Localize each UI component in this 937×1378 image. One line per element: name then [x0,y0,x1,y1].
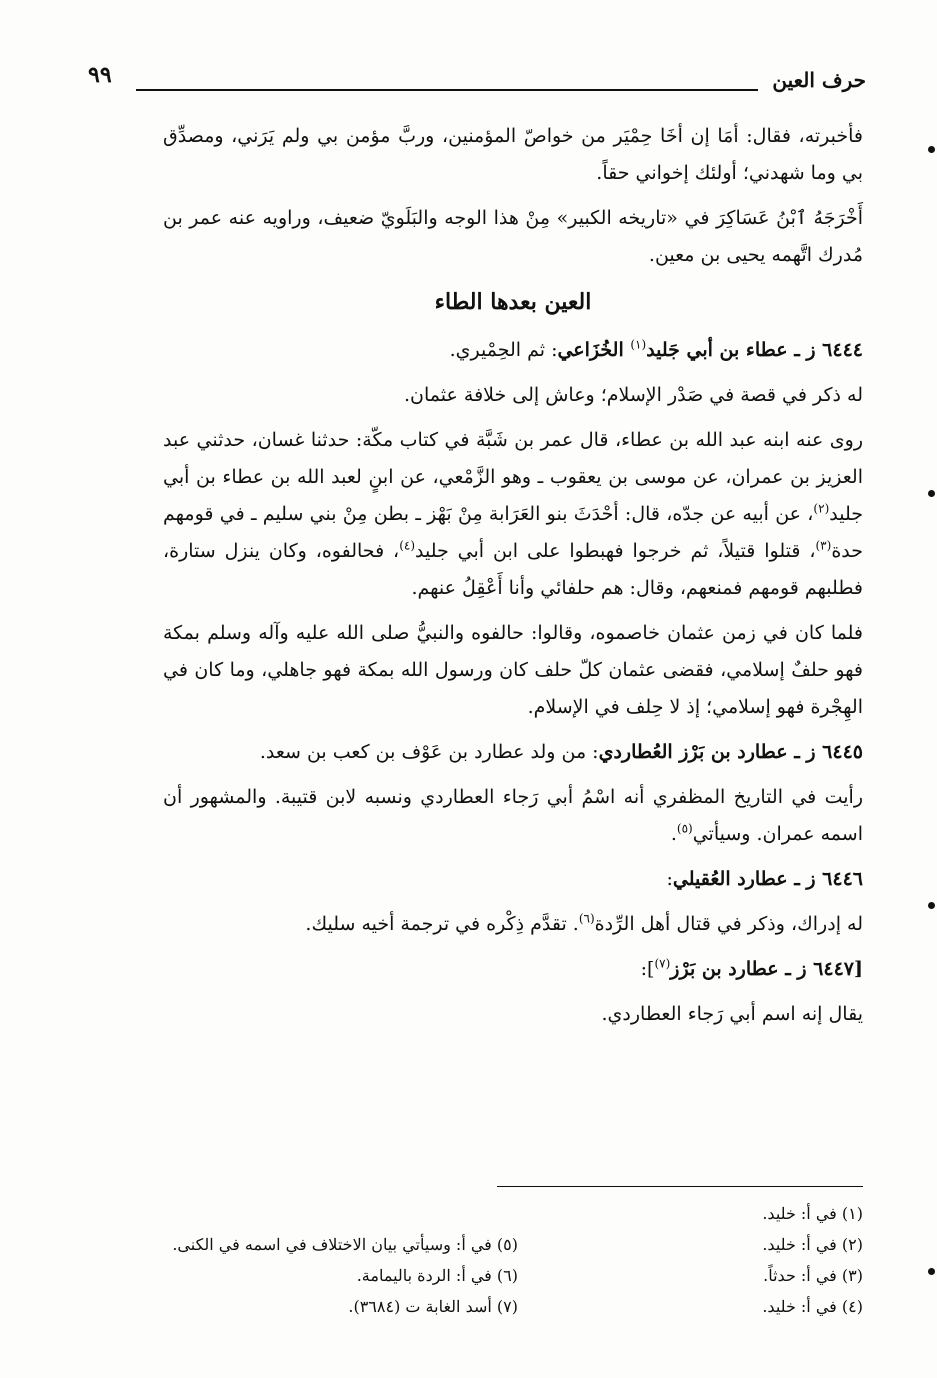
text-run: ، قتلوا قتيلاً، ثم خرجوا فهبطوا على ابن أبي جليد [415,540,816,562]
footnotes [130,1198,863,1322]
entry-name: [٦٤٤٧ ز ـ عطارد بن بَرْز [670,958,863,980]
paragraph: له ذكر في قصة في صَدْر الإسلام؛ وعاش إلى خلافة عثمان. [404,384,863,406]
text-run: له إدراك، وذكر في قتال أهل الرِّدة [594,913,863,935]
entry-6446-heading [163,861,863,898]
footnote-ref: (٦) [578,911,595,926]
footnote: (٦) في أ: الردة باليمامة. [356,1266,518,1285]
paragraph [163,906,863,943]
footnote-ref: (٤) [399,538,416,553]
scan-mark-dot [928,146,935,153]
footnote-rule [497,1186,863,1187]
scan-mark-dot [928,490,935,497]
paragraph: أَخْرَجَهُ ٱبْنُ عَسَاكِرَ في «تاريخه الكبير» مِنْ هذا الوجه والبَلَويّ ضعيف، وراويه عنه عمر بن مُدرك اتَّهمه يحيى بن معين. [163,207,863,266]
entry-desc: : [666,868,673,890]
text-run: ، عن أبيه عن جدّه، قال: أحْدَثَ بنو العَرَابة مِنْ بَهْز ـ بطن مِنْ بني سليم ـ في قومهم حدة [163,503,863,562]
footnote: (٥) في أ: وسيأتي بيان الاختلاف في اسمه في الكنى. [172,1235,518,1254]
entry-desc: : ثم الحِمْيري. [449,339,558,361]
entry-6447-heading [163,951,863,988]
main-text [163,118,863,1041]
scan-mark-dot [928,902,935,909]
scan-mark-dot [928,1268,935,1275]
paragraph: فلما كان في زمن عثمان خاصموه، وقالوا: حالفوه والنبيُّ صلى الله عليه وآله وسلم بمكة فهو حلفٌ إسلامي، فقضى عثمان كلّ حلف كان ورسول الله بمكة فهو جاهلي، وما كان في الهِجْرة فهو إسلامي؛ إذ لا حِلف في الإسلام. [163,622,863,718]
footnote: (٤) في أ: خليد. [762,1297,863,1316]
page-header [88,58,866,98]
text-run: . تقدَّم ذِكْره في ترجمة أخيه سليك. [305,913,579,935]
entry-nisba: الخُزَاعي [557,339,631,361]
text-run: روى عنه ابنه عبد الله بن عطاء، قال عمر بن شَبَّة في كتاب مكّة: حدثنا غسان، حدثني عبد العزيز بن عمران، عن موسى بن يعقوب ـ وهو الزَّمْعي، عن ابنٍ لعبد الله بن عطاء بن أبي جليد [163,429,863,525]
entry-name: ٦٤٤٦ ز ـ عطارد العُقيلي [672,868,863,890]
footnote: (٢) في أ: خليد. [762,1235,863,1254]
footnote: (٧) أسد الغابة ت (٣٦٨٤). [348,1297,518,1316]
footnotes-column-left [172,1198,518,1322]
text-run: رأيت في التاريخ المظفري أنه اسْمُ أبي رَجاء العطاردي ونسبه لابن قتيبة. والمشهور أن اسمه عمران. وسيأتي [163,786,863,845]
running-title: حرف العين [772,68,866,92]
paragraph: فأخبرته، فقال: أمَا إن أخَا حِمْيَر من خواصّ المؤمنين، وربَّ مؤمن بي ولم يَرَني، ومصدِّق بي وما شهدني؛ أولئك إخواني حقاً. [163,125,863,184]
paragraph [163,779,863,853]
footnote-ref: (٧) [654,956,671,971]
entry-6445-heading [163,734,863,771]
footnote-ref: (٥) [676,821,693,836]
section-title: العين بعدها الطاء [434,289,592,315]
page-number: ٩٩ [88,62,112,88]
entry-desc: ]: [640,958,655,980]
footnote-ref: (٢) [813,501,830,516]
text-run: ، فحالفوه، وكان ينزل ستارة، فطلبهم قومهم فمنعهم، وقال: هم حلفائي وأنا أَعْقِلُ عنهم. [163,540,863,599]
entry-name: ٦٤٤٤ ز ـ عطاء بن أبي جَليد [646,339,863,361]
entry-desc: : من ولد عطارد بن عَوْف بن كعب بن سعد. [259,741,599,763]
entry-name: ٦٤٤٥ ز ـ عطارد بن بَرْز العُطاردي [598,741,863,763]
entry-6444-heading [163,332,863,369]
footnote: (٣) في أ: حدثاً. [763,1266,863,1285]
paragraph [163,422,863,607]
footnote-ref: (١) [630,337,647,352]
text-run: . [670,823,677,845]
header-rule [136,89,758,91]
footnotes-column-right [713,1198,863,1322]
paragraph: يقال إنه اسم أبي رَجاء العطاردي. [601,1003,863,1025]
footnote-ref: (٣) [815,538,832,553]
footnote: (١) في أ: خليد. [762,1204,863,1223]
